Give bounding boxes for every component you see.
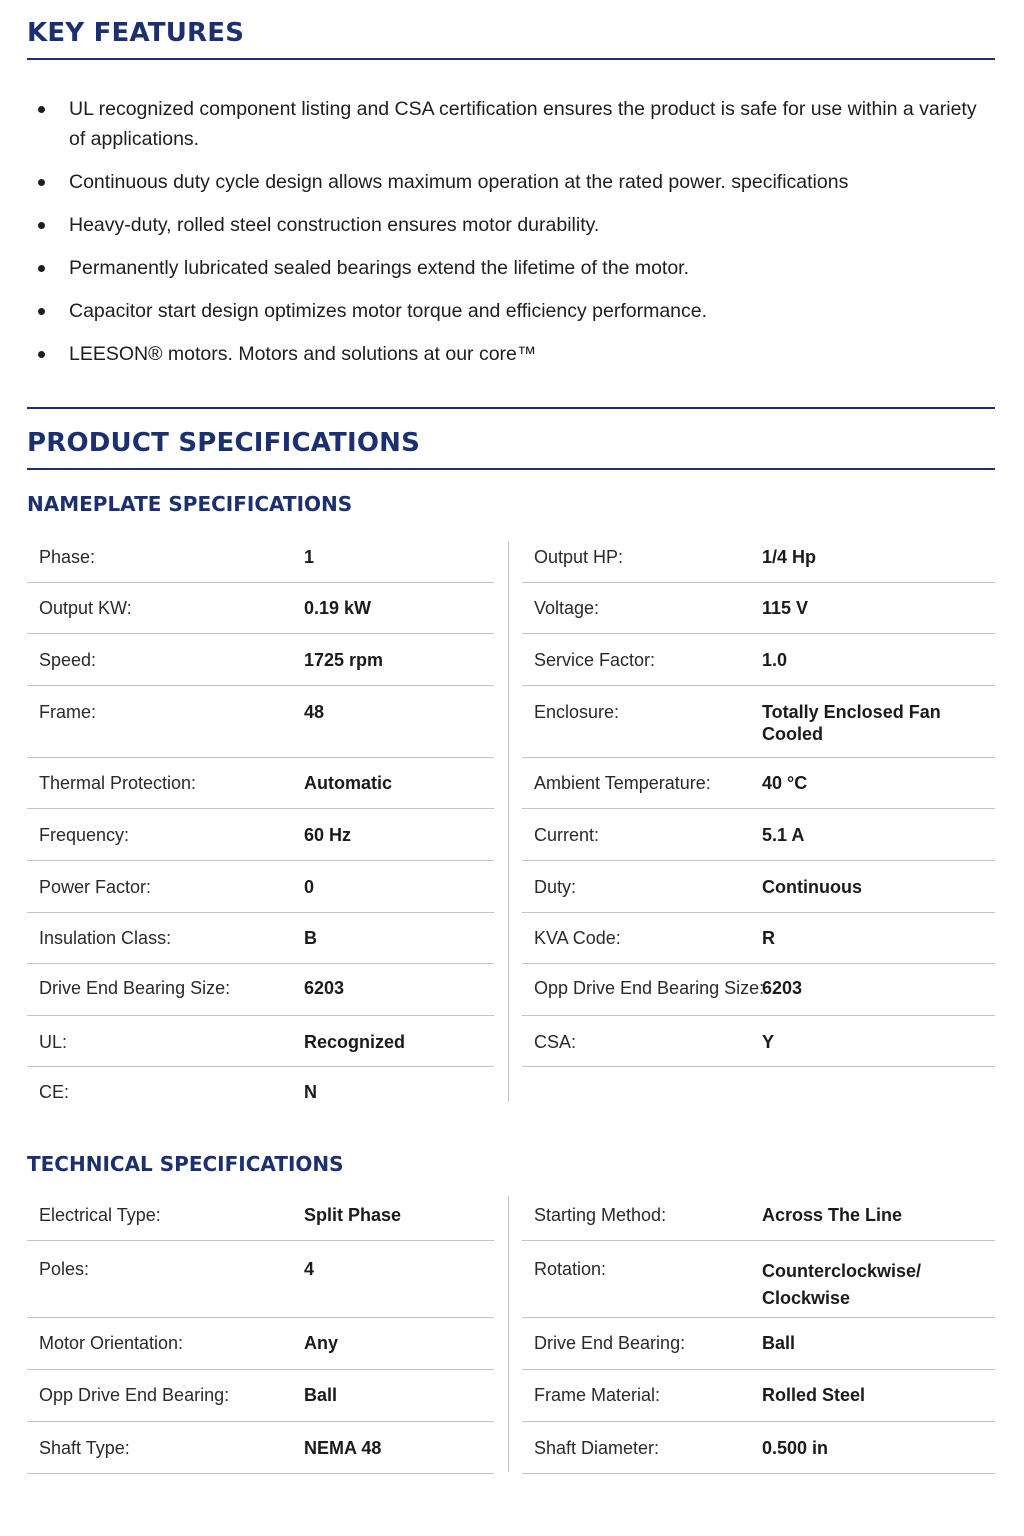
key-features-divider [27,58,995,60]
spec-value: 4 [304,1259,315,1279]
spec-row [27,1370,494,1422]
spec-label: Output HP: [534,547,624,567]
nameplate-specifications-title: NAMEPLATE SPECIFICATIONS [27,492,353,516]
spec-value: Rolled Steel [762,1385,866,1405]
spec-row [522,964,995,1016]
spec-value: Totally Enclosed Fan Cooled [762,702,941,744]
spec-label: Power Factor: [39,877,152,897]
spec-row [522,532,995,583]
spec-label: Opp Drive End Bearing Size: [534,978,765,998]
spec-value: 6203 [304,978,345,998]
spec-value: 1/4 Hp [762,547,817,567]
spec-value: Automatic [304,773,393,793]
spec-row [27,964,494,1016]
spec-row [27,532,494,583]
spec-value: Counterclockwise/ Clockwise [762,1261,922,1308]
spec-value: Across The Line [762,1205,903,1225]
spec-row [522,809,995,861]
spec-row [27,1318,494,1370]
technical-table-right [522,1190,995,1474]
spec-row [27,1016,494,1067]
spec-value: 115 V [762,598,809,618]
spec-row [27,913,494,964]
feature-item: UL recognized component listing and CSA certification ensures the product is safe for use within a variety of applications. [27,94,995,154]
nameplate-table-right [522,532,995,1067]
spec-label: Shaft Type: [39,1438,130,1458]
column-divider [508,542,509,1102]
spec-label: Frame: [39,702,97,722]
feature-item: Permanently lubricated sealed bearings extend the lifetime of the motor. [27,253,995,283]
spec-value: Recognized [304,1032,406,1052]
spec-value: 1725 rpm [304,650,384,670]
spec-label: Voltage: [534,598,600,618]
bullet-icon [38,179,45,186]
spec-row [522,634,995,686]
spec-label: Thermal Protection: [39,773,197,793]
spec-value: NEMA 48 [304,1438,382,1458]
spec-value: 0 [304,877,315,897]
spec-value: Ball [304,1385,338,1405]
spec-row [522,1370,995,1422]
feature-item: Heavy-duty, rolled steel construction ensures motor durability. [27,210,995,240]
spec-value: 0.500 in [762,1438,829,1458]
feature-item: Capacitor start design optimizes motor torque and efficiency performance. [27,296,995,326]
spec-label: UL: [39,1032,68,1052]
spec-label: Frame Material: [534,1385,661,1405]
column-divider [508,1196,509,1472]
spec-label: Phase: [39,547,96,567]
spec-row [27,1241,494,1318]
bullet-icon [38,222,45,229]
spec-value: Split Phase [304,1205,402,1225]
spec-value: 0.19 kW [304,598,372,618]
spec-value: Ball [762,1333,796,1353]
spec-row [522,1241,995,1318]
nameplate-table-left [27,532,494,1117]
spec-value: 40 °C [762,773,808,793]
spec-label: Frequency: [39,825,130,845]
spec-label: Drive End Bearing: [534,1333,686,1353]
spec-row [27,686,494,758]
spec-label: Duty: [534,877,577,897]
spec-label: Insulation Class: [39,928,172,948]
spec-value: 60 Hz [304,825,352,845]
spec-value: Y [762,1032,775,1052]
spec-row [27,583,494,634]
section-divider [27,468,995,470]
spec-value: 5.1 A [762,825,805,845]
spec-value: Continuous [762,877,862,897]
spec-row [522,1190,995,1241]
spec-row [522,913,995,964]
feature-item: Continuous duty cycle design allows maximum operation at the rated power. specifications [27,167,995,197]
spec-row [27,758,494,809]
spec-row [522,1318,995,1370]
product-specifications-title: PRODUCT SPECIFICATIONS [27,428,421,458]
spec-label: Current: [534,825,600,845]
technical-table-left [27,1190,494,1474]
spec-label: Speed: [39,650,97,670]
spec-value: R [762,928,775,948]
spec-label: Motor Orientation: [39,1333,184,1353]
key-features-title: KEY FEATURES [27,18,245,48]
spec-label: Output KW: [39,598,132,618]
bullet-icon [38,308,45,315]
spec-row [27,809,494,861]
technical-specifications-title: TECHNICAL SPECIFICATIONS [27,1152,344,1176]
spec-label: Shaft Diameter: [534,1438,660,1458]
spec-row [27,1190,494,1241]
spec-label: Drive End Bearing Size: [39,978,231,998]
bullet-icon [38,351,45,358]
spec-row [27,1422,494,1474]
spec-row [522,1016,995,1067]
spec-row [522,758,995,809]
spec-value: 6203 [762,978,803,998]
spec-label: Starting Method: [534,1205,667,1225]
section-divider [27,407,995,409]
spec-row [27,634,494,686]
spec-label: Service Factor: [534,650,656,670]
spec-row [27,861,494,913]
spec-label: KVA Code: [534,928,621,948]
spec-row [522,861,995,913]
spec-label: Rotation: [534,1259,607,1279]
feature-item: LEESON® motors. Motors and solutions at our core™ [27,339,995,369]
spec-label: Poles: [39,1259,90,1279]
key-features-list [27,94,995,382]
spec-value: Any [304,1333,339,1353]
spec-row [522,583,995,634]
spec-label: Enclosure: [534,702,620,722]
spec-value: 1 [304,547,315,567]
spec-row [27,1067,494,1117]
spec-label: CE: [39,1082,70,1102]
spec-value: B [304,928,317,948]
bullet-icon [38,106,45,113]
spec-row [522,686,995,758]
spec-label: Ambient Temperature: [534,773,711,793]
spec-row [522,1422,995,1474]
bullet-icon [38,265,45,272]
spec-label: Opp Drive End Bearing: [39,1385,230,1405]
spec-value: N [304,1082,317,1102]
spec-value: 48 [304,702,325,722]
spec-label: CSA: [534,1032,577,1052]
spec-label: Electrical Type: [39,1205,161,1225]
spec-value: 1.0 [762,650,788,670]
